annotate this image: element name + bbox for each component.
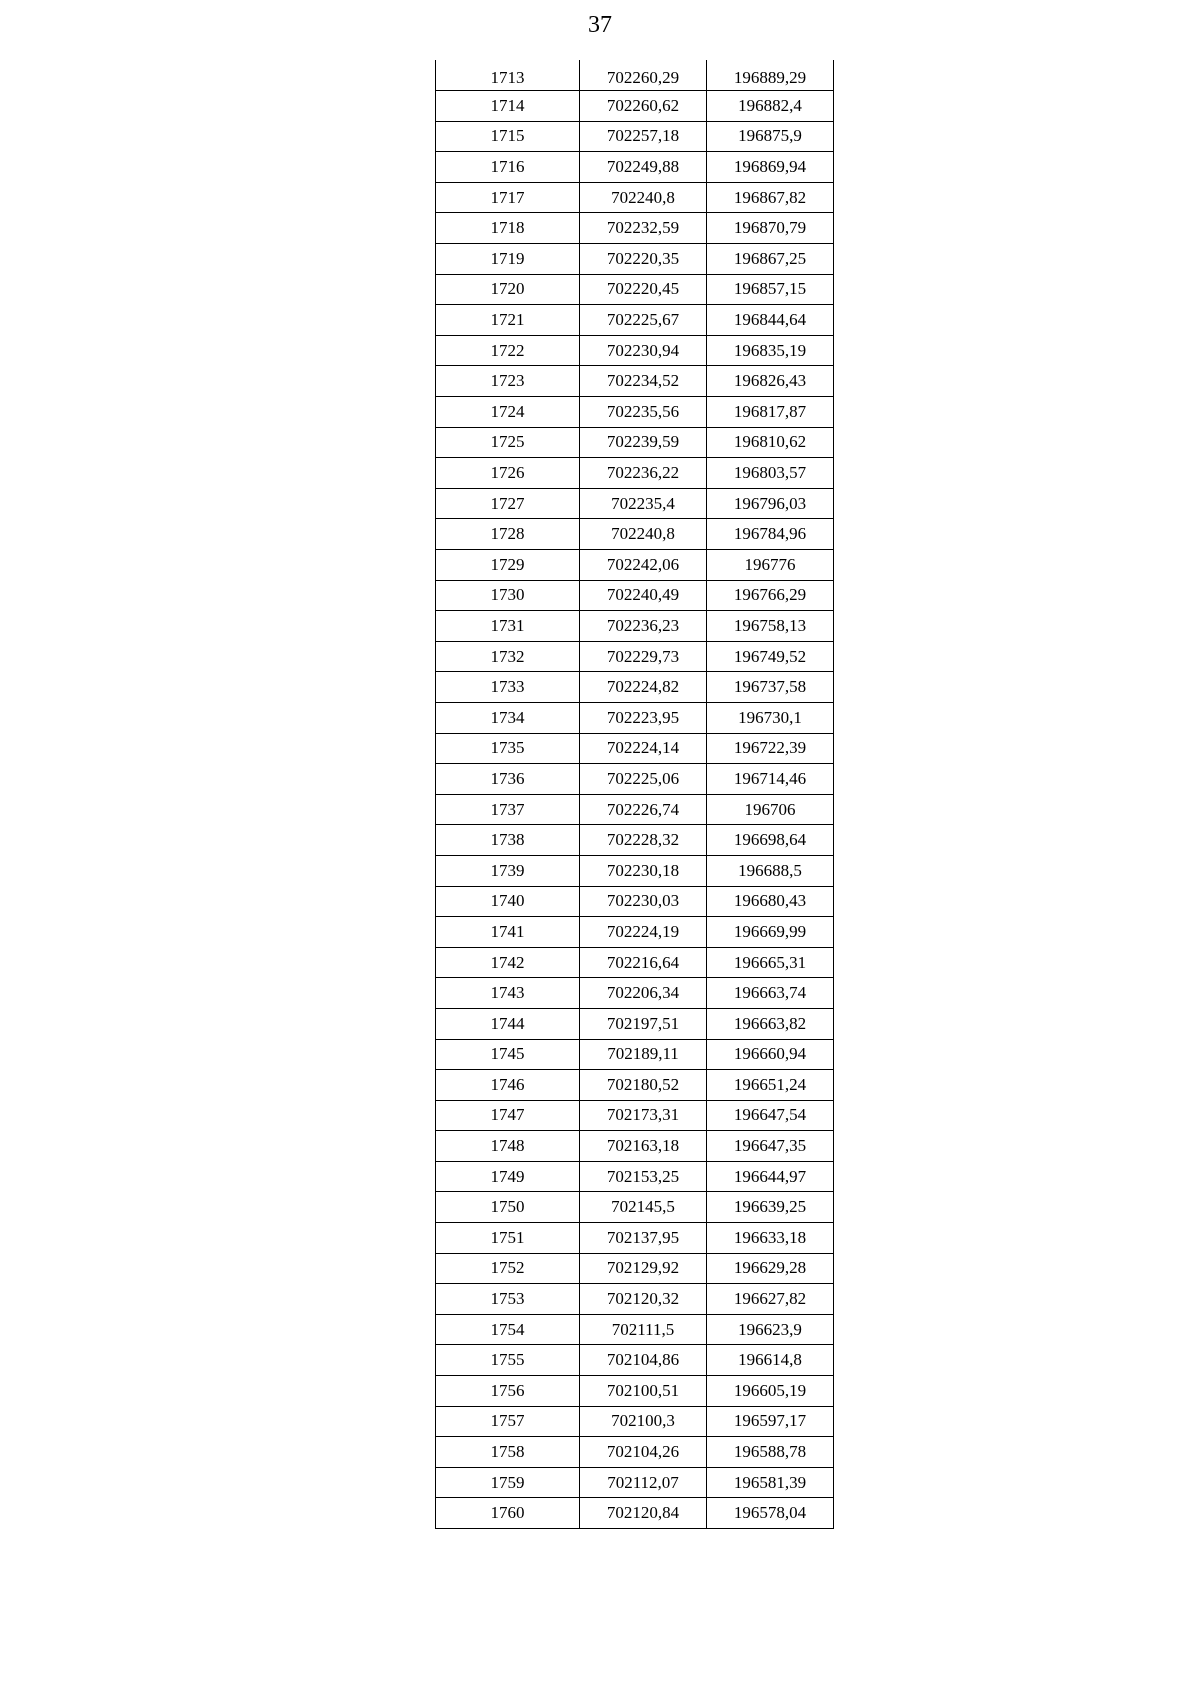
y-coordinate-cell: 196867,82 — [707, 182, 834, 213]
point-number-cell: 1738 — [436, 825, 580, 856]
y-coordinate-cell: 196665,31 — [707, 947, 834, 978]
point-number-cell: 1728 — [436, 519, 580, 550]
y-coordinate-cell: 196647,35 — [707, 1131, 834, 1162]
y-coordinate-cell: 196826,43 — [707, 366, 834, 397]
point-number-cell: 1734 — [436, 702, 580, 733]
y-coordinate-cell: 196706 — [707, 794, 834, 825]
x-coordinate-cell: 702189,11 — [580, 1039, 707, 1070]
x-coordinate-cell: 702120,32 — [580, 1284, 707, 1315]
table-row — [436, 794, 834, 825]
x-coordinate-cell: 702224,82 — [580, 672, 707, 703]
y-coordinate-cell: 196722,39 — [707, 733, 834, 764]
x-coordinate-cell: 702230,18 — [580, 855, 707, 886]
x-coordinate-cell: 702111,5 — [580, 1314, 707, 1345]
x-coordinate-cell: 702137,95 — [580, 1223, 707, 1254]
table-row — [436, 917, 834, 948]
table-row — [436, 1467, 834, 1498]
y-coordinate-cell: 196651,24 — [707, 1070, 834, 1101]
y-coordinate-cell: 196796,03 — [707, 488, 834, 519]
table-row — [436, 488, 834, 519]
x-coordinate-cell: 702226,74 — [580, 794, 707, 825]
point-number-cell: 1714 — [436, 91, 580, 122]
x-coordinate-cell: 702197,51 — [580, 1008, 707, 1039]
y-coordinate-cell: 196597,17 — [707, 1406, 834, 1437]
point-number-cell: 1719 — [436, 244, 580, 275]
point-number-cell: 1754 — [436, 1314, 580, 1345]
x-coordinate-cell: 702224,19 — [580, 917, 707, 948]
point-number-cell: 1737 — [436, 794, 580, 825]
point-number-cell: 1743 — [436, 978, 580, 1009]
table-row — [436, 855, 834, 886]
x-coordinate-cell: 702235,56 — [580, 397, 707, 428]
x-coordinate-cell: 702260,29 — [580, 60, 707, 91]
x-coordinate-cell: 702236,23 — [580, 611, 707, 642]
coordinates-table-body — [436, 60, 834, 1529]
table-row — [436, 335, 834, 366]
point-number-cell: 1736 — [436, 764, 580, 795]
table-row — [436, 1039, 834, 1070]
x-coordinate-cell: 702240,49 — [580, 580, 707, 611]
table-row — [436, 1253, 834, 1284]
point-number-cell: 1713 — [436, 60, 580, 91]
x-coordinate-cell: 702220,45 — [580, 274, 707, 305]
table-row — [436, 458, 834, 489]
table-row — [436, 886, 834, 917]
point-number-cell: 1729 — [436, 550, 580, 581]
point-number-cell: 1722 — [436, 335, 580, 366]
x-coordinate-cell: 702104,86 — [580, 1345, 707, 1376]
point-number-cell: 1721 — [436, 305, 580, 336]
x-coordinate-cell: 702240,8 — [580, 182, 707, 213]
table-row — [436, 1498, 834, 1529]
table-row — [436, 764, 834, 795]
y-coordinate-cell: 196698,64 — [707, 825, 834, 856]
table-row — [436, 427, 834, 458]
point-number-cell: 1750 — [436, 1192, 580, 1223]
table-row — [436, 1100, 834, 1131]
y-coordinate-cell: 196669,99 — [707, 917, 834, 948]
table-row — [436, 152, 834, 183]
x-coordinate-cell: 702173,31 — [580, 1100, 707, 1131]
point-number-cell: 1725 — [436, 427, 580, 458]
point-number-cell: 1755 — [436, 1345, 580, 1376]
point-number-cell: 1718 — [436, 213, 580, 244]
y-coordinate-cell: 196810,62 — [707, 427, 834, 458]
y-coordinate-cell: 196627,82 — [707, 1284, 834, 1315]
x-coordinate-cell: 702145,5 — [580, 1192, 707, 1223]
table-row — [436, 1314, 834, 1345]
point-number-cell: 1724 — [436, 397, 580, 428]
point-number-cell: 1752 — [436, 1253, 580, 1284]
x-coordinate-cell: 702228,32 — [580, 825, 707, 856]
x-coordinate-cell: 702229,73 — [580, 641, 707, 672]
point-number-cell: 1726 — [436, 458, 580, 489]
x-coordinate-cell: 702163,18 — [580, 1131, 707, 1162]
x-coordinate-cell: 702249,88 — [580, 152, 707, 183]
x-coordinate-cell: 702112,07 — [580, 1467, 707, 1498]
y-coordinate-cell: 196882,4 — [707, 91, 834, 122]
table-row — [436, 978, 834, 1009]
x-coordinate-cell: 702220,35 — [580, 244, 707, 275]
y-coordinate-cell: 196857,15 — [707, 274, 834, 305]
y-coordinate-cell: 196749,52 — [707, 641, 834, 672]
y-coordinate-cell: 196581,39 — [707, 1467, 834, 1498]
y-coordinate-cell: 196614,8 — [707, 1345, 834, 1376]
x-coordinate-cell: 702257,18 — [580, 121, 707, 152]
table-row — [436, 366, 834, 397]
table-row — [436, 1406, 834, 1437]
y-coordinate-cell: 196844,64 — [707, 305, 834, 336]
table-row — [436, 702, 834, 733]
y-coordinate-cell: 196605,19 — [707, 1376, 834, 1407]
point-number-cell: 1733 — [436, 672, 580, 703]
page-number: 37 — [588, 12, 612, 38]
x-coordinate-cell: 702235,4 — [580, 488, 707, 519]
point-number-cell: 1758 — [436, 1437, 580, 1468]
table-row — [436, 1131, 834, 1162]
point-number-cell: 1745 — [436, 1039, 580, 1070]
y-coordinate-cell: 196869,94 — [707, 152, 834, 183]
y-coordinate-cell: 196639,25 — [707, 1192, 834, 1223]
table-row — [436, 1437, 834, 1468]
x-coordinate-cell: 702120,84 — [580, 1498, 707, 1529]
y-coordinate-cell: 196588,78 — [707, 1437, 834, 1468]
x-coordinate-cell: 702223,95 — [580, 702, 707, 733]
y-coordinate-cell: 196875,9 — [707, 121, 834, 152]
point-number-cell: 1723 — [436, 366, 580, 397]
x-coordinate-cell: 702240,8 — [580, 519, 707, 550]
y-coordinate-cell: 196660,94 — [707, 1039, 834, 1070]
point-number-cell: 1744 — [436, 1008, 580, 1039]
point-number-cell: 1720 — [436, 274, 580, 305]
table-row — [436, 641, 834, 672]
point-number-cell: 1717 — [436, 182, 580, 213]
table-row — [436, 1192, 834, 1223]
y-coordinate-cell: 196663,74 — [707, 978, 834, 1009]
table-row — [436, 1008, 834, 1039]
x-coordinate-cell: 702239,59 — [580, 427, 707, 458]
table-row — [436, 1345, 834, 1376]
x-coordinate-cell: 702230,94 — [580, 335, 707, 366]
table-row — [436, 550, 834, 581]
y-coordinate-cell: 196835,19 — [707, 335, 834, 366]
point-number-cell: 1740 — [436, 886, 580, 917]
y-coordinate-cell: 196644,97 — [707, 1161, 834, 1192]
y-coordinate-cell: 196784,96 — [707, 519, 834, 550]
table-row — [436, 1376, 834, 1407]
table-row — [436, 305, 834, 336]
x-coordinate-cell: 702224,14 — [580, 733, 707, 764]
point-number-cell: 1732 — [436, 641, 580, 672]
point-number-cell: 1749 — [436, 1161, 580, 1192]
y-coordinate-cell: 196817,87 — [707, 397, 834, 428]
table-row — [436, 60, 834, 91]
x-coordinate-cell: 702234,52 — [580, 366, 707, 397]
table-row — [436, 672, 834, 703]
x-coordinate-cell: 702236,22 — [580, 458, 707, 489]
table-row — [436, 733, 834, 764]
y-coordinate-cell: 196867,25 — [707, 244, 834, 275]
x-coordinate-cell: 702230,03 — [580, 886, 707, 917]
y-coordinate-cell: 196870,79 — [707, 213, 834, 244]
y-coordinate-cell: 196688,5 — [707, 855, 834, 886]
point-number-cell: 1731 — [436, 611, 580, 642]
x-coordinate-cell: 702129,92 — [580, 1253, 707, 1284]
table-row — [436, 244, 834, 275]
point-number-cell: 1741 — [436, 917, 580, 948]
y-coordinate-cell: 196730,1 — [707, 702, 834, 733]
x-coordinate-cell: 702206,34 — [580, 978, 707, 1009]
point-number-cell: 1751 — [436, 1223, 580, 1254]
point-number-cell: 1742 — [436, 947, 580, 978]
point-number-cell: 1756 — [436, 1376, 580, 1407]
table-row — [436, 182, 834, 213]
x-coordinate-cell: 702153,25 — [580, 1161, 707, 1192]
table-row — [436, 1070, 834, 1101]
table-row — [436, 947, 834, 978]
x-coordinate-cell: 702232,59 — [580, 213, 707, 244]
x-coordinate-cell: 702100,3 — [580, 1406, 707, 1437]
table-row — [436, 580, 834, 611]
table-row — [436, 213, 834, 244]
x-coordinate-cell: 702242,06 — [580, 550, 707, 581]
table-row — [436, 1284, 834, 1315]
y-coordinate-cell: 196758,13 — [707, 611, 834, 642]
x-coordinate-cell: 702260,62 — [580, 91, 707, 122]
point-number-cell: 1715 — [436, 121, 580, 152]
y-coordinate-cell: 196680,43 — [707, 886, 834, 917]
table-row — [436, 91, 834, 122]
y-coordinate-cell: 196647,54 — [707, 1100, 834, 1131]
point-number-cell: 1760 — [436, 1498, 580, 1529]
point-number-cell: 1746 — [436, 1070, 580, 1101]
y-coordinate-cell: 196803,57 — [707, 458, 834, 489]
y-coordinate-cell: 196629,28 — [707, 1253, 834, 1284]
point-number-cell: 1757 — [436, 1406, 580, 1437]
point-number-cell: 1730 — [436, 580, 580, 611]
table-row — [436, 274, 834, 305]
y-coordinate-cell: 196737,58 — [707, 672, 834, 703]
y-coordinate-cell: 196663,82 — [707, 1008, 834, 1039]
x-coordinate-cell: 702225,06 — [580, 764, 707, 795]
point-number-cell: 1716 — [436, 152, 580, 183]
x-coordinate-cell: 702104,26 — [580, 1437, 707, 1468]
x-coordinate-cell: 702180,52 — [580, 1070, 707, 1101]
point-number-cell: 1739 — [436, 855, 580, 886]
y-coordinate-cell: 196766,29 — [707, 580, 834, 611]
table-row — [436, 1223, 834, 1254]
y-coordinate-cell: 196776 — [707, 550, 834, 581]
point-number-cell: 1727 — [436, 488, 580, 519]
table-row — [436, 397, 834, 428]
point-number-cell: 1748 — [436, 1131, 580, 1162]
y-coordinate-cell: 196714,46 — [707, 764, 834, 795]
y-coordinate-cell: 196889,29 — [707, 60, 834, 91]
y-coordinate-cell: 196578,04 — [707, 1498, 834, 1529]
y-coordinate-cell: 196623,9 — [707, 1314, 834, 1345]
table-row — [436, 121, 834, 152]
point-number-cell: 1753 — [436, 1284, 580, 1315]
coordinates-table — [435, 60, 834, 1529]
x-coordinate-cell: 702225,67 — [580, 305, 707, 336]
point-number-cell: 1759 — [436, 1467, 580, 1498]
x-coordinate-cell: 702216,64 — [580, 947, 707, 978]
point-number-cell: 1747 — [436, 1100, 580, 1131]
table-row — [436, 825, 834, 856]
table-row — [436, 611, 834, 642]
y-coordinate-cell: 196633,18 — [707, 1223, 834, 1254]
table-row — [436, 519, 834, 550]
table-row — [436, 1161, 834, 1192]
x-coordinate-cell: 702100,51 — [580, 1376, 707, 1407]
point-number-cell: 1735 — [436, 733, 580, 764]
